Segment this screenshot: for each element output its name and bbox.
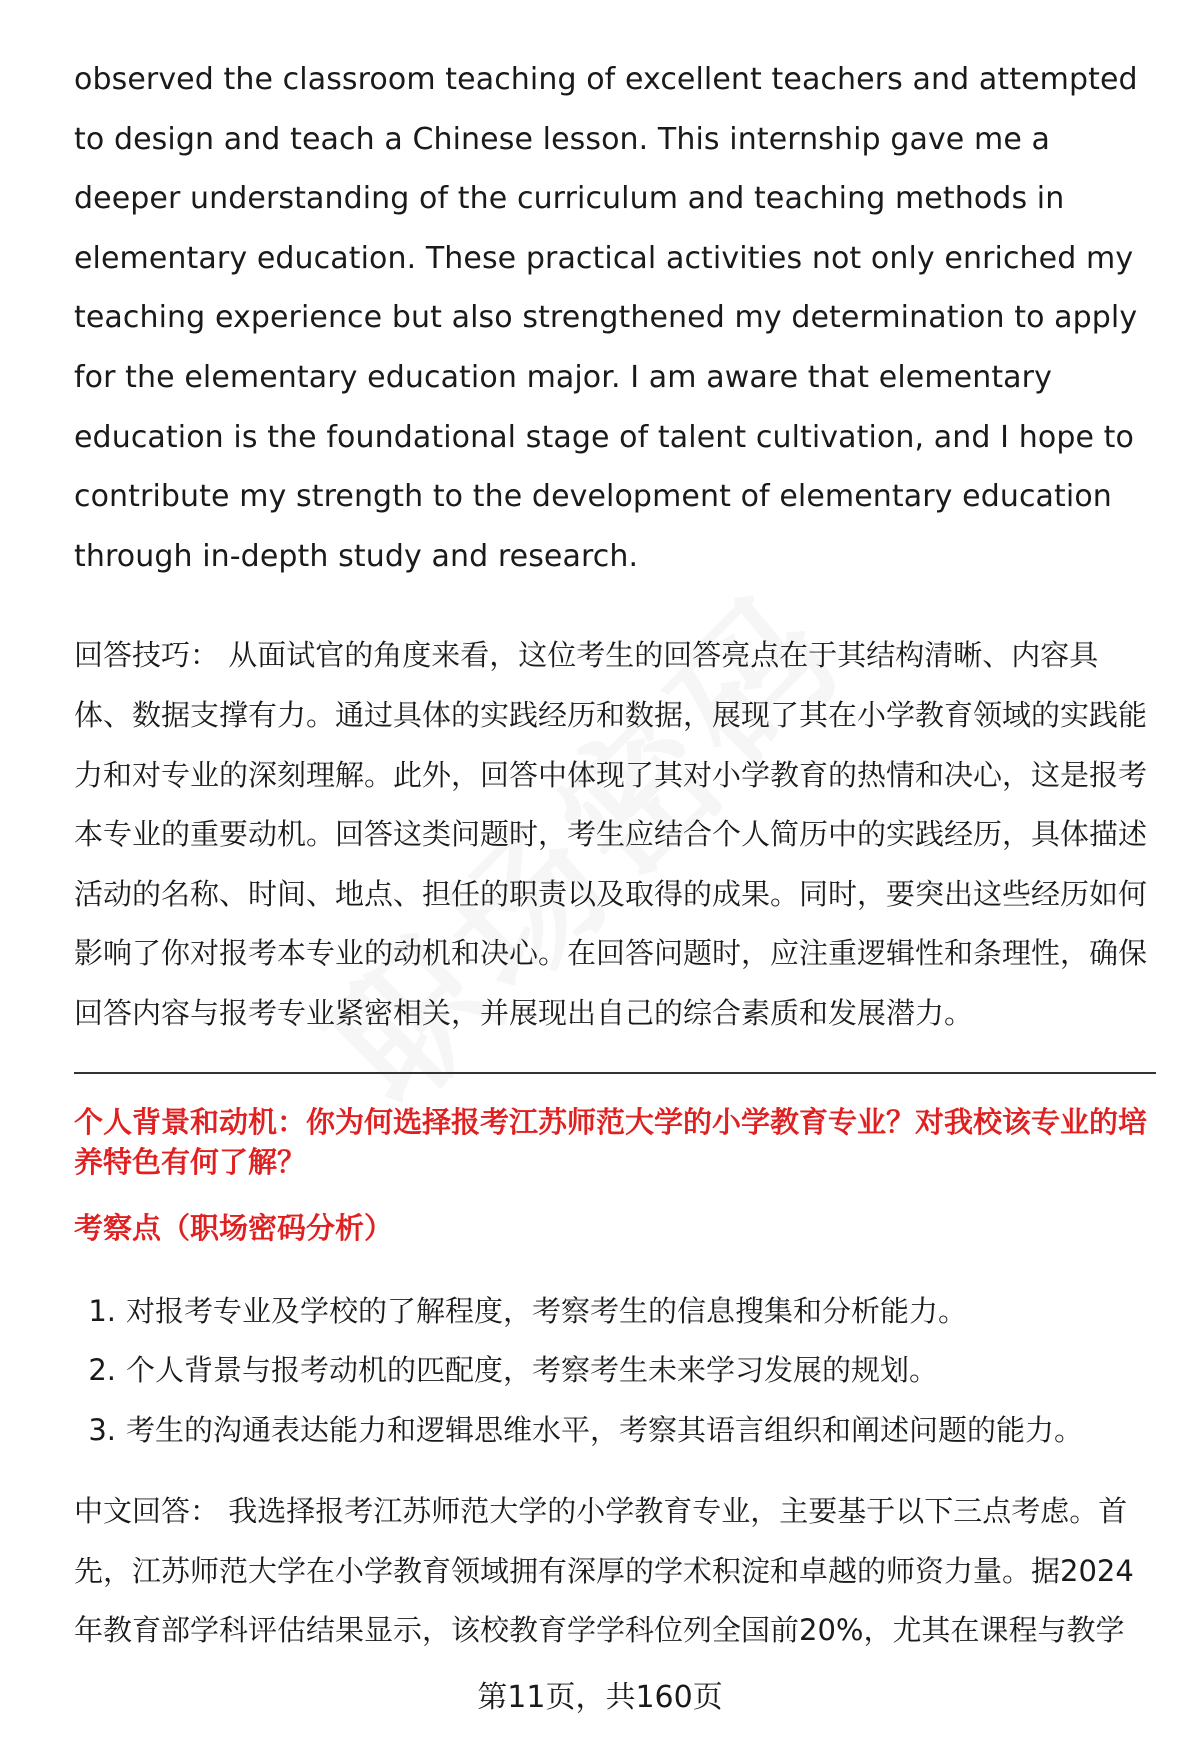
- list-item: [74, 1341, 1156, 1401]
- list-item-number: 3.: [88, 1412, 116, 1447]
- list-item-text: 个人背景与报考动机的匹配度，考察考生未来学习发展的规划。: [126, 1353, 939, 1388]
- section-divider: [74, 1072, 1156, 1074]
- tips-paragraph: [74, 626, 1156, 1043]
- list-item: [74, 1282, 1156, 1342]
- tips-text: 从面试官的角度来看，这位考生的回答亮点在于其结构清晰、内容具体、数据支撑有力。通过具体的实践经历和数据，展现了其在小学教育领域的实践能力和对专业的深刻理解。此外，回答中体现了其对小学教育的热情和决心，这是报考本专业的重要动机。回答这类问题时，考生应结合个人简历中的实践经历，具体描述活动的名称、时间、地点、担任的职责以及取得的成果。同时，要突出这些经历如何影响了你对报考本专业的动机和决心。在回答问题时，应注重逻辑性和条理性，确保回答内容与报考专业紧密相关，并展现出自己的综合素质和发展潜力。: [74, 638, 1148, 1030]
- list-item-number: 1.: [88, 1293, 116, 1328]
- analysis-points-list: [74, 1282, 1156, 1461]
- answer-text: 我选择报考江苏师范大学的小学教育专业，主要基于以下三点考虑。首先，江苏师范大学在小学教育领域拥有深厚的学术积淀和卓越的师资力量。据2024年教育部学科评估结果显示，该校教育学学科位列全国前20%，尤其在课程与教学: [74, 1494, 1134, 1648]
- tips-label: 回答技巧：: [74, 638, 220, 673]
- answer-paragraph: [74, 1482, 1156, 1661]
- answer-label: 中文回答：: [74, 1494, 220, 1529]
- question-heading: 个人背景和动机：你为何选择报考江苏师范大学的小学教育专业？对我校该专业的培养特色有何了解？: [74, 1104, 1148, 1179]
- list-item-number: 2.: [88, 1353, 116, 1388]
- english-paragraph: observed the classroom teaching of excellent teachers and attempted to design and teach a Chinese lesson. This internship gave me a deeper understanding of the curriculum and teaching methods in elementary education. These practical activities not only enriched my teaching experience but also strengthened my determination to apply for the elementary education major. I am aware that elementary education is the foundational stage of talent cultivation, and I hope to contribute my strength to the development of elementary education through in-depth study and research.: [74, 62, 1138, 574]
- page-number-footer: 第11页，共160页: [477, 1680, 723, 1715]
- list-item: [74, 1401, 1156, 1461]
- list-item-text: 考生的沟通表达能力和逻辑思维水平，考察其语言组织和阐述问题的能力。: [126, 1412, 1084, 1447]
- document-page: [74, 50, 1156, 1661]
- analysis-subheading: 考察点（职场密码分析）: [74, 1210, 394, 1245]
- list-item-text: 对报考专业及学校的了解程度，考察考生的信息搜集和分析能力。: [126, 1293, 968, 1328]
